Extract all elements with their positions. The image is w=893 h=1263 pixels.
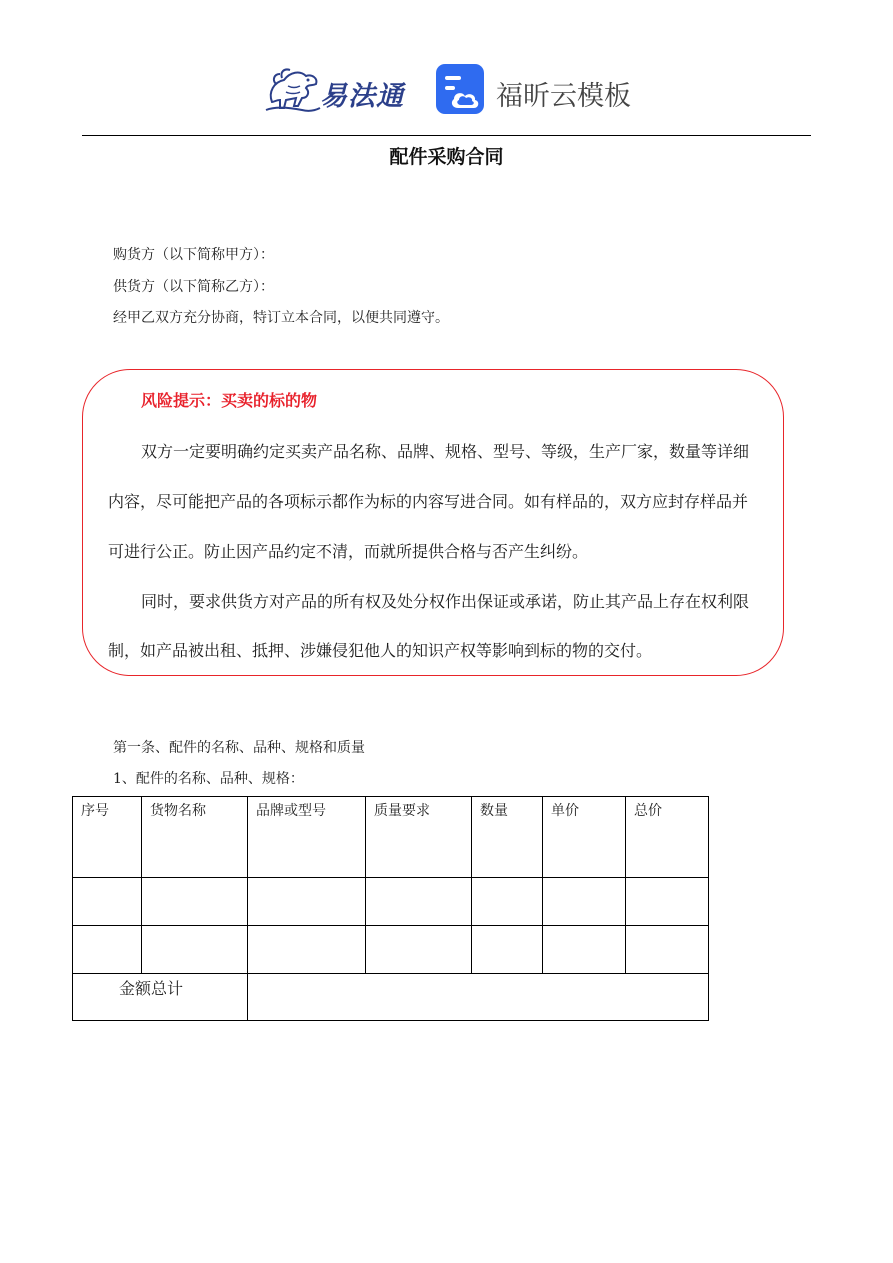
risk-notice-line: 可进行公正。防止因产品约定不清，而就所提供合格与否产生纠纷。 [108,542,589,561]
yifatong-logo [262,62,412,118]
total-amount-label: 金额总计 [73,974,248,1021]
table-cell [142,878,248,926]
risk-notice-title: 风险提示：买卖的标的物 [141,391,318,410]
table-total-row [73,974,709,1021]
agreement-line: 经甲乙双方充分协商，特订立本合同，以便共同遵守。 [113,310,449,326]
article-1-heading: 第一条、配件的名称、品种、规格和质量 [113,740,365,756]
table-header-cell: 品牌或型号 [248,797,366,878]
table-cell [248,926,366,974]
table-header-cell: 序号 [73,797,142,878]
table-cell [248,878,366,926]
fuxin-logo [436,64,636,118]
document-title: 配件采购合同 [389,146,504,168]
table-cell [366,878,472,926]
qilin-icon [262,62,324,118]
risk-notice-line: 制，如产品被出租、抵押、涉嫌侵犯他人的知识产权等影响到标的物的交付。 [108,641,653,660]
table-cell [626,878,709,926]
cloud-document-icon [436,64,486,116]
table-cell [626,926,709,974]
buyer-line: 购货方（以下简称甲方）： [113,247,274,263]
table-header-cell: 单价 [543,797,626,878]
table-row [73,926,709,974]
seller-line: 供货方（以下简称乙方）： [113,279,274,295]
table-cell [543,878,626,926]
table-cell [142,926,248,974]
table-row [73,878,709,926]
table-header-cell: 数量 [472,797,543,878]
risk-notice-line: 双方一定要明确约定买卖产品名称、品牌、规格、型号、等级，生产厂家，数量等详细 [141,442,750,461]
table-cell [73,878,142,926]
table-cell [73,926,142,974]
risk-notice-box [82,369,784,676]
risk-notice-line: 内容，尽可能把产品的各项标示都作为标的内容写进合同。如有样品的，双方应封存样品并 [108,492,749,511]
header-divider [82,135,811,136]
risk-notice-line: 同时，要求供货方对产品的所有权及处分权作出保证或承诺，防止其产品上存在权利限 [141,592,750,611]
table-header-cell: 货物名称 [142,797,248,878]
article-1-subheading: 1、配件的名称、品种、规格： [113,771,304,787]
total-amount-value [248,974,709,1021]
table-header-cell: 质量要求 [366,797,472,878]
table-header-row [73,797,709,878]
yifatong-logo-text: 易法通 [320,81,404,112]
table-cell [472,878,543,926]
header-logos [0,58,893,122]
goods-table [72,796,709,1021]
table-header-cell: 总价 [626,797,709,878]
table-cell [472,926,543,974]
table-cell [543,926,626,974]
fuxin-logo-text: 福昕云模板 [496,81,631,112]
table-cell [366,926,472,974]
